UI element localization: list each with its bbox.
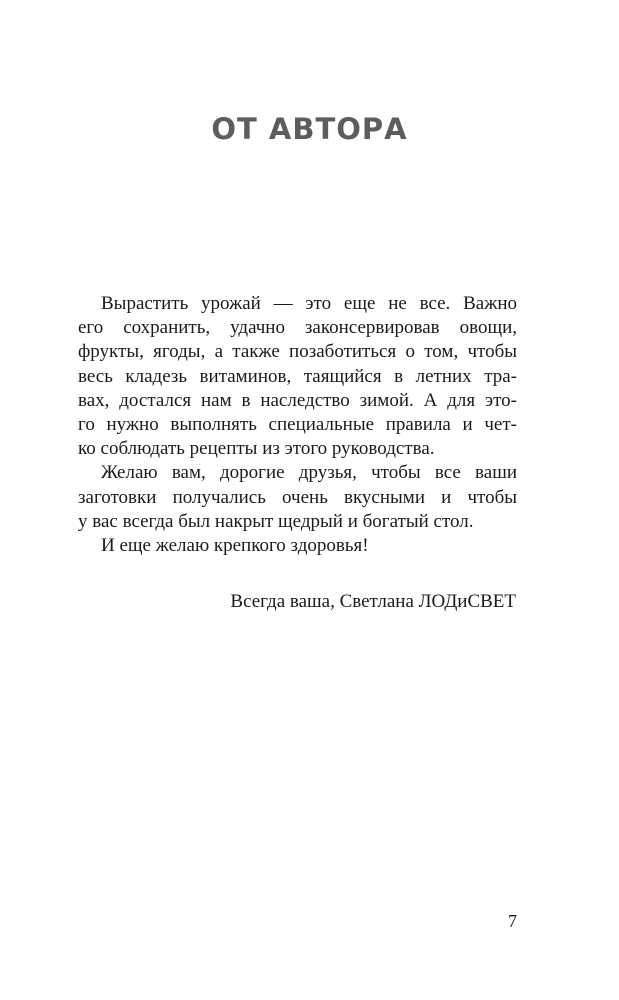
page-number: 7 <box>508 911 517 931</box>
text-line: Желаю вам, дорогие друзья, чтобы все ваши <box>101 462 517 484</box>
body-text <box>78 292 517 558</box>
text-line: фрукты, ягоды, а также позаботиться о том, чтобы <box>78 341 517 363</box>
text-line: у вас всегда был накрыт щедрый и богатый стол. <box>78 510 474 532</box>
chapter-title: ОТ АВТОРА <box>211 112 408 146</box>
text-line: И еще желаю крепкого здоровья! <box>101 535 369 557</box>
text-line: вах, достался нам в наследство зимой. А для это- <box>78 389 517 411</box>
author-signature: Всегда ваша, Светлана ЛОДиСВЕТ <box>230 591 516 612</box>
text-line: его сохранить, удачно законсервировав овощи, <box>78 317 517 339</box>
text-line: Вырастить урожай — это еще не все. Важно <box>101 293 517 314</box>
text-line: ко соблюдать рецепты из этого руководства. <box>78 438 435 460</box>
text-line: заготовки получались очень вкусными и чтобы <box>78 486 517 508</box>
text-line: го нужно выполнять специальные правила и чет- <box>78 414 517 436</box>
text-line: весь кладезь витаминов, таящийся в летних тра- <box>78 365 517 387</box>
